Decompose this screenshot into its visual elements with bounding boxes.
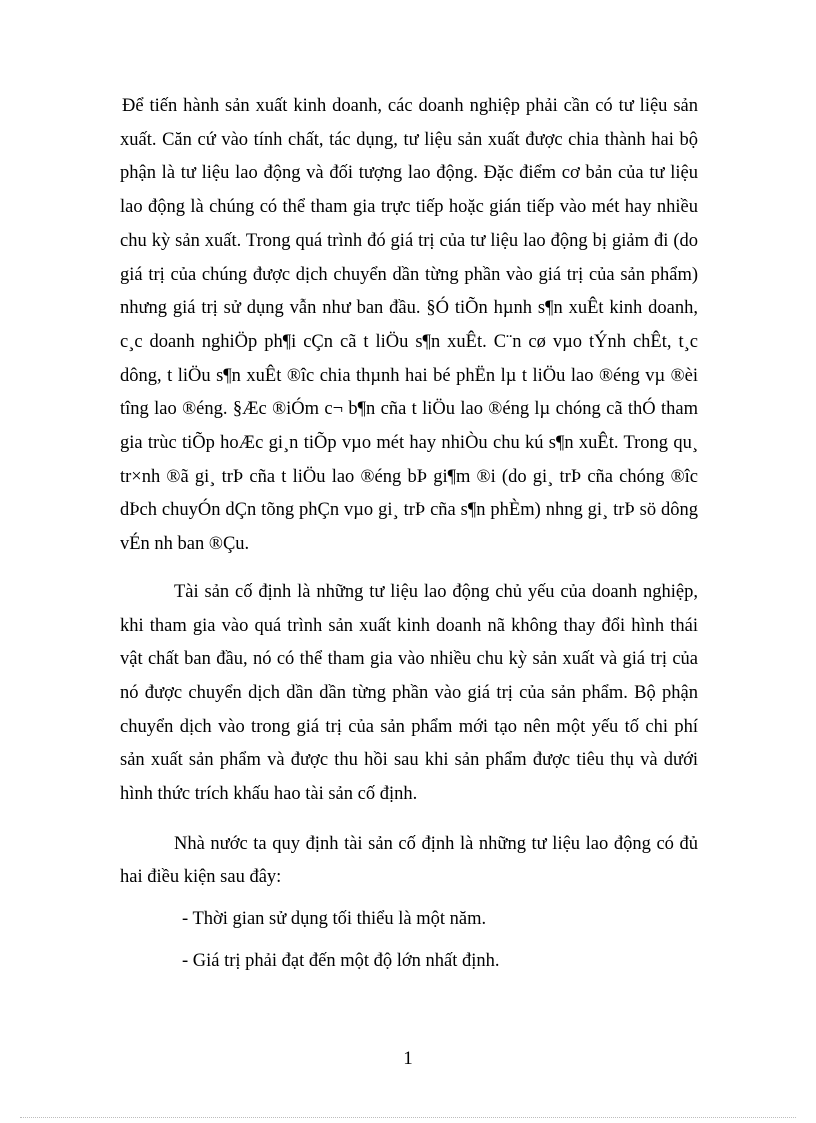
page-bottom-divider [20, 1117, 796, 1118]
page-number: 1 [403, 1048, 413, 1069]
list-spacer [120, 937, 698, 945]
paragraph-conditions-intro: Nhà nước ta quy định tài sản cố định là những tư liệu lao động có đủ hai điều kiện sau đây: [120, 833, 698, 888]
paragraph-spacer [120, 812, 698, 828]
list-spacer [120, 895, 698, 903]
paragraph-intro: Để tiến hành sản xuất kinh doanh, các doanh nghiệp phải cần có tư liệu sản xuất. Căn cứ vào tính chất, tác dụng, tư liệu sản xuất được chia thành hai bộ phận là tư liệu lao động và đối tượng lao động. Đặc điểm cơ bản của tư liệu lao động là chúng có thể tham gia trực tiếp hoặc gián tiếp vào mét hay nhiều chu kỳ sản xuất. Trong quá trình đó giá trị của tư liệu lao động bị giảm đi (do giá trị của chúng được dịch chuyển dần từng phần vào giá trị của sản phẩm) nhưng giá trị sử dụng vẫn như ban đầu. §Ó tiÕn hµnh s¶n xuÊt kinh doanh, c¸c doanh nghiÖp ph¶i cÇn cã t liÖu s¶n xuÊt. C¨n cø vµo tÝnh chÊt, t¸c dông, t liÖu s¶n xuÊt ®îc chia thµnh hai bé phËn lµ t liÖu lao ®éng vµ ®èi tîng lao ®éng. §Æc ®iÓm c¬ b¶n cña t liÖu lao ®éng lµ chóng cã thÓ tham gia trùc tiÕp hoÆc gi¸n tiÕp vµo mét hay nhiÒu chu kú s¶n xuÊt. Trong qu¸ tr×nh ®ã gi¸ trÞ cña t liÖu lao ®éng bÞ gi¶m ®i (do gi¸ trÞ cña chóng ®îc dÞch chuyÓn dÇn tõng phÇn vµo gi¸ trÞ cña s¶n phÈm) nhng gi¸ trÞ sö dông vÉn nh ban ®Çu. [120, 96, 698, 555]
body-text [120, 90, 698, 979]
paragraph-spacer [120, 562, 698, 576]
list-item-condition-value: - Giá trị phải đạt đến một độ lớn nhất định. [182, 950, 500, 971]
list-item-condition-duration: - Thời gian sử dụng tối thiểu là một năm. [182, 909, 487, 930]
paragraph-fixed-assets-definition: Tài sản cố định là những tư liệu lao động chủ yếu của doanh nghiệp, khi tham gia vào quá trình sản xuất kinh doanh nã không thay đổi hình thái vật chất ban đầu, nó có thể tham gia vào nhiều chu kỳ sản xuất và giá trị của nó được chuyển dịch dần dần từng phần vào giá trị của sản phẩm. Bộ phận chuyển dịch vào trong giá trị của sản phẩm mới tạo nên một yếu tố chi phí sản xuất sản phẩm và được thu hồi sau khi sản phẩm được tiêu thụ và dưới hình thức trích khấu hao tài sản cố định. [120, 581, 698, 805]
